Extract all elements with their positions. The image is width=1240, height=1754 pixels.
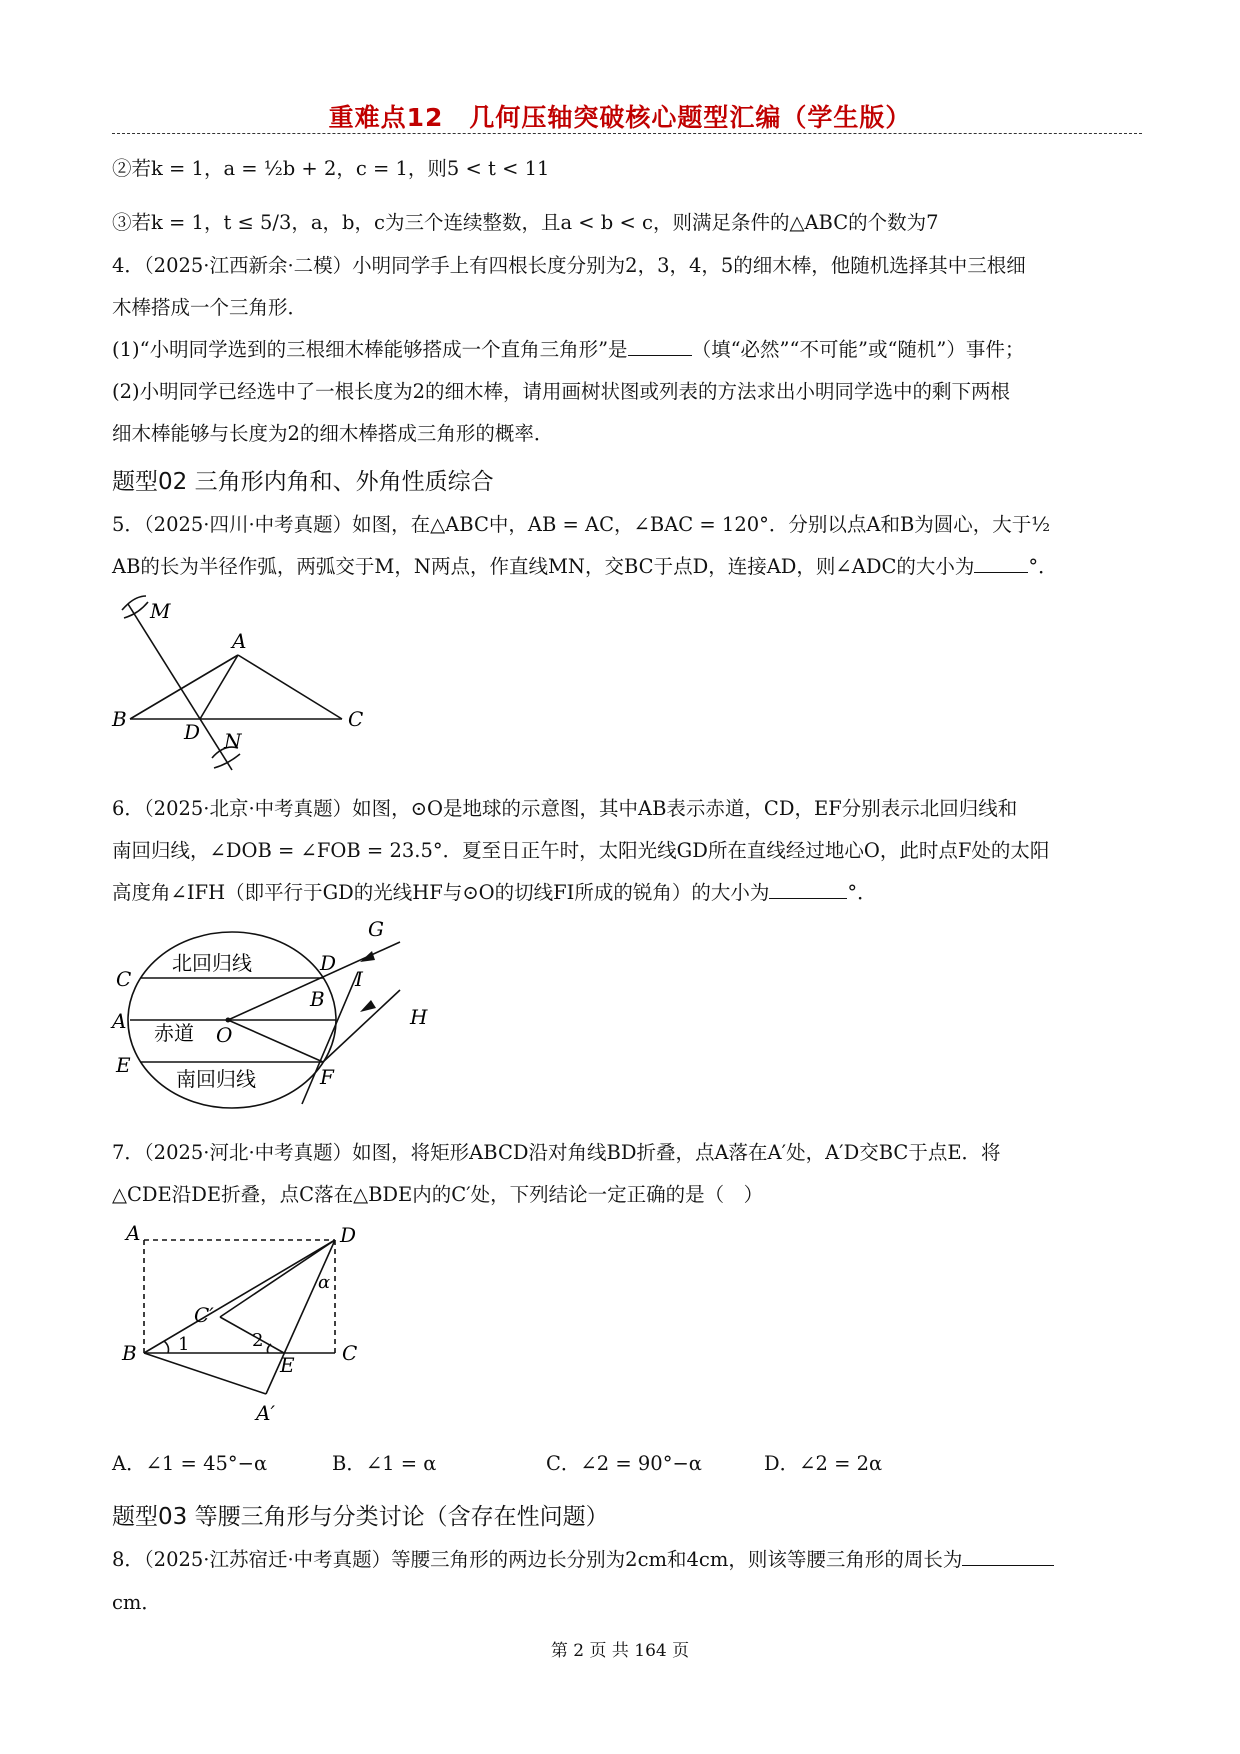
label-angle-2: 2 [252,1330,264,1351]
label-a: A [112,1009,127,1033]
label-tropic-cancer: 北回归线 [172,951,252,975]
label-b: B [310,987,325,1011]
option-a[interactable]: A．∠1 = 45°−α [112,1452,268,1475]
section-heading-02: 题型02 三角形内角和、外角性质综合 [112,469,494,495]
q6-stem-tail: °． [847,881,877,904]
q6-stem-text: 高度角∠IFH（即平行于GD的光线HF与⊙O的切线FI所成的锐角）的大小为 [112,881,770,904]
q4-stem-line1: 4．（2025·江西新余·二模）小明同学手上有四根长度分别为2，3，4，5的细木棒，他随机选择其中三根细 [112,254,1026,277]
answer-blank[interactable] [962,1547,1054,1566]
segment-of [228,1020,323,1062]
q8-stem-line1 [112,1547,1054,1573]
q5-figure [110,592,370,782]
angle-2-arc [267,1344,271,1353]
page-header-title: 重难点12 几何压轴突破核心题型汇编（学生版） [328,103,912,132]
answer-blank[interactable] [974,554,1028,573]
label-a-prime: A′ [256,1401,275,1425]
label-b: B [122,1341,137,1365]
q6-stem-line3 [112,880,877,906]
label-c: C [348,707,364,731]
segment-ba-prime [144,1353,266,1394]
label-a: A [232,629,247,653]
option-d[interactable]: D．∠2 = 2α [764,1452,883,1475]
label-n: N [224,729,242,753]
arrow-h [360,1000,376,1012]
page-number: 第 2 页 共 164 页 [550,1641,690,1661]
label-alpha: α [318,1272,331,1293]
label-c: C [342,1341,358,1365]
option-b[interactable]: B．∠1 = α [332,1452,437,1475]
label-equator: 赤道 [154,1021,194,1045]
label-h: H [410,1005,428,1029]
q5-stem-text: AB的长为半径作弧，两弧交于M，N两点，作直线MN，交BC于点D，连接AD，则∠ADC的大小为 [112,555,975,578]
answer-blank[interactable] [628,337,692,356]
segment-ab [130,655,238,719]
answer-blank[interactable] [769,880,847,899]
q4-part1-tail: （填“必然”“不可能”或“随机”）事件； [691,338,1025,361]
label-e: E [116,1053,131,1077]
label-d: D [340,1223,357,1247]
q5-stem-line1: 5．（2025·四川·中考真题）如图，在△ABC中，AB = AC，∠BAC = 120°．分别以点A和B为圆心，大于½ [112,513,1051,536]
label-tropic-capricorn: 南回归线 [176,1067,256,1091]
q5-stem-tail: °． [1028,555,1058,578]
label-b: B [112,707,127,731]
q7-stem-line1: 7．（2025·河北·中考真题）如图，将矩形ABCD沿对角线BD折叠，点A落在A′处，A′D交BC于点E．将 [112,1141,1001,1164]
section-heading-03: 题型03 等腰三角形与分类讨论（含存在性问题） [112,1504,609,1530]
label-d: D [184,720,201,744]
label-g: G [368,920,384,941]
q4-part2-line1: (2)小明同学已经选中了一根长度为2的细木棒，请用画树状图或列表的方法求出小明同学选中的剩下两根 [112,380,1011,403]
q4-part1 [112,337,1024,363]
label-c-prime: C′ [194,1303,214,1327]
header-divider [112,133,1142,134]
center-o [226,1018,231,1023]
angle-1-arc [164,1341,169,1353]
q8-stem-line2: cm． [112,1591,161,1614]
q4-stem-line2: 木棒搭成一个三角形． [112,296,308,319]
segment-ad [200,655,238,719]
label-o: O [216,1023,233,1047]
segment-ac [238,655,342,719]
label-a: A [126,1222,141,1245]
q6-stem-line2: 南回归线，∠DOB = ∠FOB = 23.5°．夏至日正午时，太阳光线GD所在直线经过地心O，此时点F处的太阳 [112,839,1050,862]
line-mn [128,604,232,770]
label-e: E [280,1353,295,1377]
q7-stem-line2: △CDE沿DE折叠，点C落在△BDE内的C′处，下列结论一定正确的是（ ） [112,1183,764,1206]
label-f: F [320,1065,334,1089]
label-c: C [116,967,132,991]
q6-figure [110,920,450,1120]
condition-3: ③若k = 1，t ≤ 5/3，a，b，c为三个连续整数，且a < b < c，则满足条件的△ABC的个数为7 [112,211,939,234]
q5-stem-line2 [112,554,1058,580]
option-c[interactable]: C．∠2 = 90°−α [546,1452,702,1475]
label-d: D [320,951,337,975]
diagonal-bd [144,1240,335,1353]
label-m: M [150,599,171,623]
q8-stem-text: 8．（2025·江苏宿迁·中考真题）等腰三角形的两边长分别为2cm和4cm，则该等腰三角形的周长为 [112,1548,963,1571]
label-i: I [355,967,363,991]
condition-2: ②若k = 1，a = ½b + 2，c = 1，则5 < t < 11 [112,157,550,180]
arrow-g [360,951,375,962]
q6-stem-line1: 6．（2025·北京·中考真题）如图，⊙O是地球的示意图，其中AB表示赤道，CD，EF分别表示北回归线和 [112,797,1018,820]
label-angle-1: 1 [178,1334,190,1355]
q4-part2-line2: 细木棒能够与长度为2的细木棒搭成三角形的概率． [112,422,554,445]
q7-figure [110,1222,370,1432]
q4-part1-text: (1)“小明同学选到的三根细木棒能够搭成一个直角三角形”是 [112,338,628,361]
